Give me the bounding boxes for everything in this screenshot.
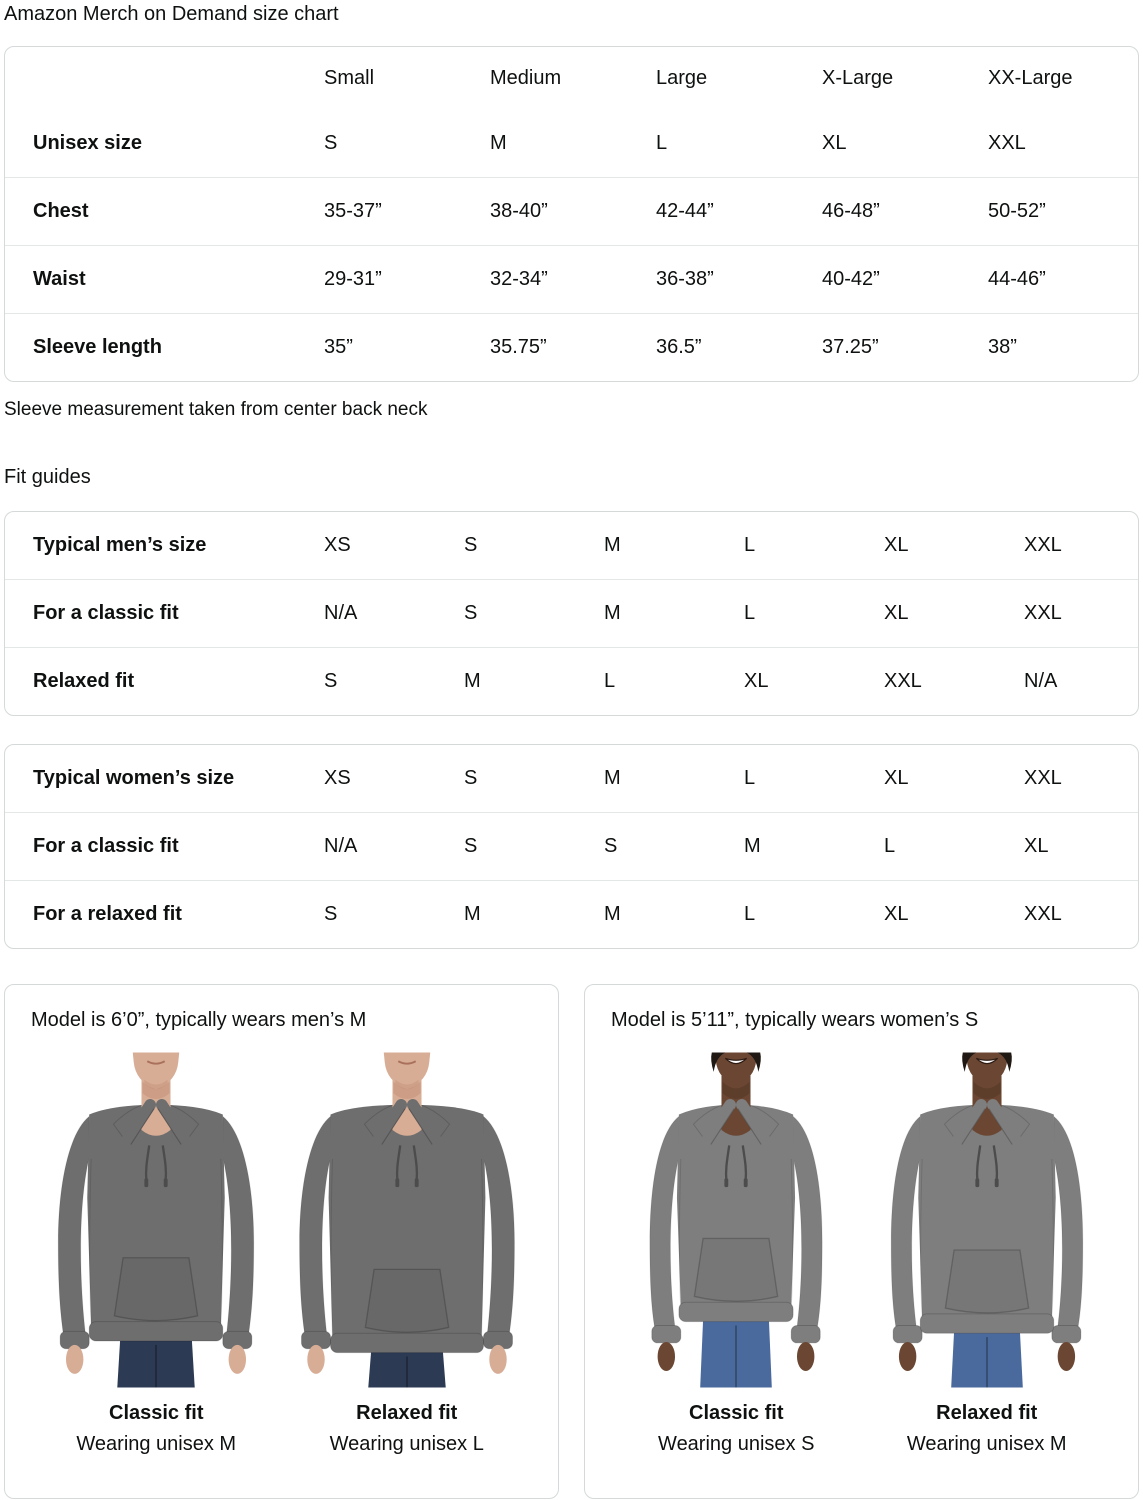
model-panels bbox=[4, 984, 1139, 1499]
column-header: Small bbox=[324, 67, 375, 89]
mens-fit-table bbox=[4, 511, 1139, 716]
mens-fit-table-grid bbox=[5, 512, 1138, 715]
fit-label: Relaxed fit bbox=[356, 1402, 458, 1424]
size-cell: XXL bbox=[1024, 602, 1062, 624]
size-chart-table bbox=[4, 46, 1139, 382]
size-cell: XXL bbox=[988, 132, 1026, 154]
size-cell: XL bbox=[884, 903, 909, 925]
size-cell: 38-40” bbox=[490, 200, 548, 222]
size-cell: XXL bbox=[1024, 534, 1062, 556]
row-label: Typical men’s size bbox=[33, 534, 207, 556]
size-cell: M bbox=[604, 767, 621, 789]
womens-fit-table bbox=[4, 744, 1139, 949]
figure-men-classic bbox=[31, 1050, 282, 1456]
fit-guides-heading: Fit guides bbox=[4, 466, 91, 488]
row-label: Typical women’s size bbox=[33, 767, 235, 789]
size-chart-table-grid bbox=[5, 47, 1138, 381]
size-cell: M bbox=[464, 670, 481, 692]
size-cell: 46-48” bbox=[822, 200, 880, 222]
size-cell: 44-46” bbox=[988, 268, 1046, 290]
size-cell: L bbox=[744, 602, 756, 624]
size-cell: S bbox=[324, 903, 338, 925]
womens-fit-table-grid bbox=[5, 745, 1138, 948]
size-cell: L bbox=[604, 670, 616, 692]
size-cell: M bbox=[604, 903, 621, 925]
size-cell: XL bbox=[1024, 835, 1049, 857]
size-cell: 38” bbox=[988, 336, 1017, 358]
fit-caption: Wearing unisex S bbox=[658, 1433, 815, 1455]
size-cell: L bbox=[744, 534, 756, 556]
fit-label: Classic fit bbox=[689, 1402, 784, 1424]
figure-women-relaxed bbox=[862, 1050, 1113, 1456]
column-header: XX-Large bbox=[988, 67, 1073, 89]
size-cell: XL bbox=[884, 602, 909, 624]
size-cell: 35-37” bbox=[324, 200, 382, 222]
size-cell: M bbox=[604, 534, 621, 556]
size-cell: N/A bbox=[324, 835, 358, 857]
fit-caption: Wearing unisex L bbox=[329, 1433, 484, 1455]
size-cell: L bbox=[884, 835, 896, 857]
table-row bbox=[5, 246, 1138, 314]
table-row bbox=[5, 881, 1138, 949]
size-cell: S bbox=[464, 534, 478, 556]
header-row bbox=[5, 47, 1138, 110]
table-row bbox=[5, 745, 1138, 813]
sleeve-note: Sleeve measurement taken from center back neck bbox=[4, 399, 428, 420]
size-cell: L bbox=[744, 903, 756, 925]
size-cell: S bbox=[464, 767, 478, 789]
column-header: Large bbox=[656, 67, 708, 89]
fit-label: Relaxed fit bbox=[936, 1402, 1038, 1424]
size-cell: 36-38” bbox=[656, 268, 714, 290]
fit-caption: Wearing unisex M bbox=[906, 1433, 1067, 1455]
table-row bbox=[5, 178, 1138, 246]
size-cell: XL bbox=[884, 534, 909, 556]
row-label: For a classic fit bbox=[33, 835, 179, 857]
size-cell: M bbox=[744, 835, 761, 857]
model-panel-men-heading: Model is 6’0”, typically wears men’s M bbox=[31, 1009, 367, 1031]
figure-women-classic bbox=[611, 1050, 862, 1456]
model-photo bbox=[611, 1050, 862, 1390]
fit-label: Classic fit bbox=[109, 1402, 204, 1424]
row-label: Sleeve length bbox=[33, 336, 162, 358]
row-label: Waist bbox=[33, 268, 86, 290]
size-cell: 50-52” bbox=[988, 200, 1046, 222]
size-cell: XXL bbox=[1024, 767, 1062, 789]
model-panel-women-figures bbox=[611, 1050, 1112, 1456]
page-title: Amazon Merch on Demand size chart bbox=[4, 3, 339, 25]
size-cell: XXL bbox=[884, 670, 922, 692]
size-cell: XL bbox=[884, 767, 909, 789]
size-cell: 35” bbox=[324, 336, 353, 358]
size-cell: 32-34” bbox=[490, 268, 548, 290]
model-panel-women-heading: Model is 5’11”, typically wears women’s S bbox=[611, 1009, 979, 1031]
size-cell: S bbox=[324, 132, 338, 154]
size-cell: L bbox=[744, 767, 756, 789]
size-cell: XXL bbox=[1024, 903, 1062, 925]
row-label: For a classic fit bbox=[33, 602, 179, 624]
size-cell: 42-44” bbox=[656, 200, 714, 222]
column-header bbox=[5, 47, 324, 110]
table-row bbox=[5, 110, 1138, 178]
size-cell: 35.75” bbox=[490, 336, 547, 358]
model-photo bbox=[31, 1050, 282, 1390]
row-label: Unisex size bbox=[33, 132, 142, 154]
size-cell: XL bbox=[744, 670, 769, 692]
model-panel-women bbox=[584, 984, 1139, 1499]
model-panel-men-figures bbox=[31, 1050, 532, 1456]
model-photo bbox=[862, 1050, 1113, 1390]
fit-caption: Wearing unisex M bbox=[76, 1433, 237, 1455]
model-panel-men bbox=[4, 984, 559, 1499]
size-cell: 40-42” bbox=[822, 268, 880, 290]
row-label: For a relaxed fit bbox=[33, 903, 182, 925]
size-cell: M bbox=[464, 903, 481, 925]
size-cell: XS bbox=[324, 767, 351, 789]
table-row bbox=[5, 512, 1138, 580]
size-cell: 36.5” bbox=[656, 336, 702, 358]
size-cell: N/A bbox=[324, 602, 358, 624]
table-row bbox=[5, 580, 1138, 648]
figure-men-relaxed bbox=[282, 1050, 533, 1456]
size-cell: 37.25” bbox=[822, 336, 879, 358]
table-row bbox=[5, 314, 1138, 382]
table-row bbox=[5, 648, 1138, 716]
column-header: Medium bbox=[490, 67, 562, 89]
size-cell: M bbox=[490, 132, 507, 154]
model-photo bbox=[282, 1050, 533, 1390]
column-header: X-Large bbox=[822, 67, 894, 89]
size-cell: S bbox=[324, 670, 338, 692]
size-cell: M bbox=[604, 602, 621, 624]
table-row bbox=[5, 813, 1138, 881]
size-cell: XS bbox=[324, 534, 351, 556]
size-cell: S bbox=[604, 835, 618, 857]
size-cell: L bbox=[656, 132, 668, 154]
size-cell: XL bbox=[822, 132, 847, 154]
row-label: Relaxed fit bbox=[33, 670, 135, 692]
size-cell: N/A bbox=[1024, 670, 1058, 692]
size-cell: S bbox=[464, 602, 478, 624]
size-cell: 29-31” bbox=[324, 268, 382, 290]
size-cell: S bbox=[464, 835, 478, 857]
row-label: Chest bbox=[33, 200, 89, 222]
